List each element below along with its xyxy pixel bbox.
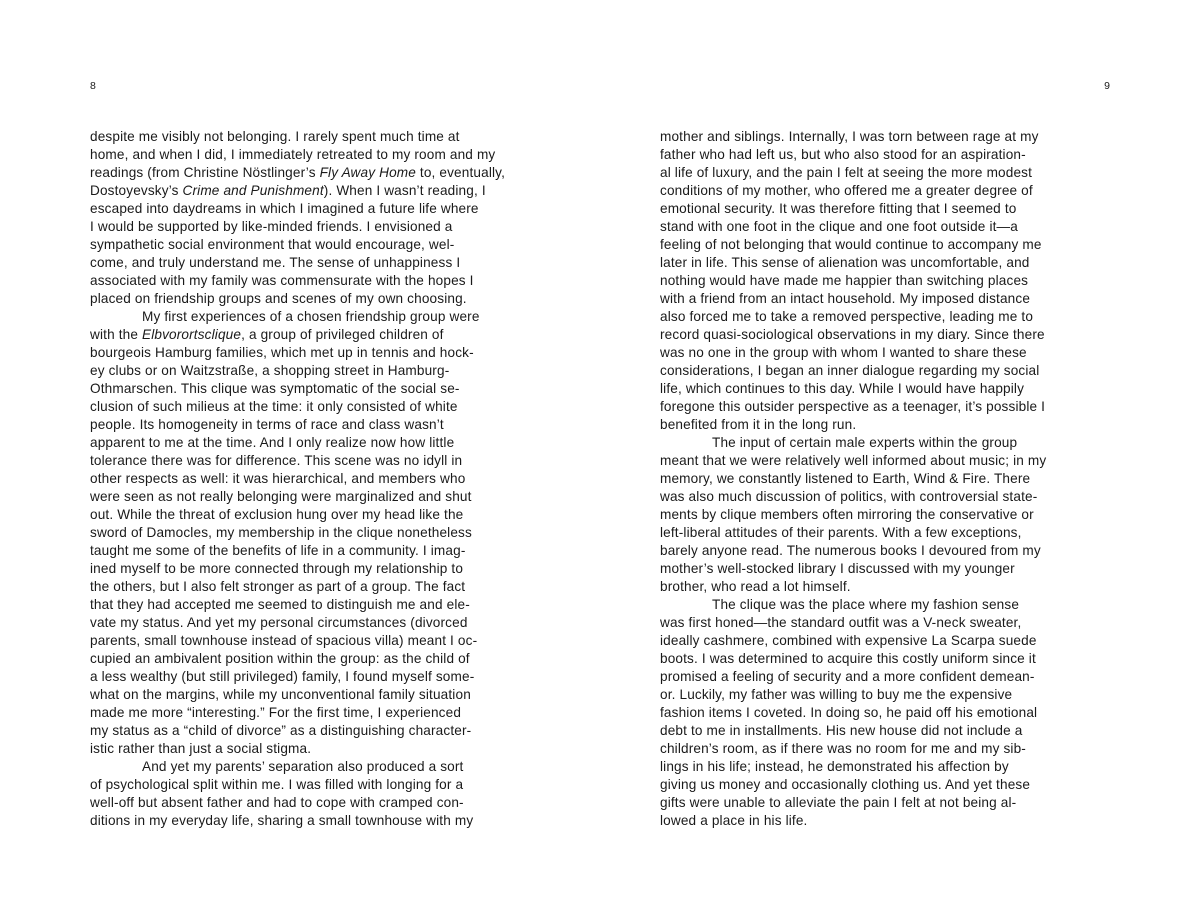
text-segment: I would be supported by like-minded friends. I envisioned a bbox=[90, 219, 453, 234]
text-segment: well-off but absent father and had to cope with cramped con- bbox=[90, 795, 464, 810]
text-line bbox=[660, 470, 1115, 488]
text-segment: associated with my family was commensurate with the hopes I bbox=[90, 273, 474, 288]
text-line bbox=[660, 632, 1115, 650]
text-line bbox=[660, 254, 1115, 272]
text-segment: mother’s well-stocked library I discussed with my younger bbox=[660, 561, 1015, 576]
text-segment: ined myself to be more connected through my relationship to bbox=[90, 561, 464, 576]
text-segment: cupied an ambivalent position within the group: as the child of bbox=[90, 651, 470, 666]
text-segment: of psychological split within me. I was filled with longing for a bbox=[90, 777, 464, 792]
text-line bbox=[90, 488, 545, 506]
text-line bbox=[90, 362, 545, 380]
text-segment: come, and truly understand me. The sense of unhappiness I bbox=[90, 255, 461, 270]
text-segment: escaped into daydreams in which I imagined a future life where bbox=[90, 201, 479, 216]
text-segment: vate my status. And yet my personal circumstances (divorced bbox=[90, 615, 468, 630]
text-segment: later in life. This sense of alienation was uncomfortable, and bbox=[660, 255, 1030, 270]
text-line bbox=[660, 164, 1115, 182]
text-segment: ey clubs or on Waitzstraße, a shopping street in Hamburg- bbox=[90, 363, 450, 378]
text-segment: stand with one foot in the clique and one foot outside it—a bbox=[660, 219, 1018, 234]
text-line bbox=[660, 182, 1115, 200]
text-segment: ). When I wasn’t reading, I bbox=[323, 183, 486, 198]
text-line bbox=[90, 668, 545, 686]
text-segment: promised a feeling of security and a more confident demean- bbox=[660, 669, 1035, 684]
text-line bbox=[90, 434, 545, 452]
text-segment: fashion items I coveted. In doing so, he paid off his emotional bbox=[660, 705, 1038, 720]
text-segment: And yet my parents’ separation also produced a sort bbox=[142, 759, 464, 774]
text-segment: what on the margins, while my unconventional family situation bbox=[90, 687, 471, 702]
text-line bbox=[660, 344, 1115, 362]
text-segment: lings in his life; instead, he demonstrated his affection by bbox=[660, 759, 1009, 774]
text-segment: My first experiences of a chosen friendship group were bbox=[142, 309, 480, 324]
text-segment: a less wealthy (but still privileged) family, I found myself some- bbox=[90, 669, 475, 684]
text-segment: istic rather than just a social stigma. bbox=[90, 741, 312, 756]
text-line bbox=[90, 596, 545, 614]
text-line bbox=[90, 236, 545, 254]
text-segment: left-liberal attitudes of their parents. With a few exceptions, bbox=[660, 525, 1022, 540]
text-segment: clusion of such milieus at the time: it only consisted of white bbox=[90, 399, 458, 414]
text-segment: debt to me in installments. His new house did not include a bbox=[660, 723, 1023, 738]
text-line bbox=[90, 524, 545, 542]
text-line bbox=[660, 146, 1115, 164]
text-line bbox=[660, 668, 1115, 686]
text-line bbox=[90, 614, 545, 632]
text-segment: with a friend from an intact household. My imposed distance bbox=[660, 291, 1031, 306]
text-segment: also forced me to take a removed perspective, leading me to bbox=[660, 309, 1034, 324]
text-segment: tolerance there was for difference. This scene was no idyll in bbox=[90, 453, 463, 468]
text-segment: the others, but I also felt stronger as part of a group. The fact bbox=[90, 579, 466, 594]
text-segment: barely anyone read. The numerous books I devoured from my bbox=[660, 543, 1041, 558]
text-line bbox=[90, 578, 545, 596]
text-segment: gifts were unable to alleviate the pain I felt at not being al- bbox=[660, 795, 1017, 810]
text-line bbox=[90, 290, 545, 308]
text-segment: Dostoyevsky’s bbox=[90, 183, 183, 198]
page-number-left: 8 bbox=[90, 80, 96, 92]
text-segment: memory, we constantly listened to Earth, Wind & Fire. There bbox=[660, 471, 1031, 486]
text-line bbox=[90, 452, 545, 470]
text-segment: sympathetic social environment that would encourage, wel- bbox=[90, 237, 455, 252]
text-line bbox=[660, 578, 1115, 596]
text-line bbox=[660, 722, 1115, 740]
text-segment: parents, small townhouse instead of spacious villa) meant I oc- bbox=[90, 633, 478, 648]
text-segment: The input of certain male experts within the group bbox=[712, 435, 1018, 450]
left-page-body-text bbox=[90, 128, 545, 830]
text-line bbox=[660, 740, 1115, 758]
text-segment: was no one in the group with whom I wanted to share these bbox=[660, 345, 1027, 360]
text-segment: feeling of not belonging that would continue to accompany me bbox=[660, 237, 1042, 252]
text-line bbox=[660, 614, 1115, 632]
text-line bbox=[660, 704, 1115, 722]
text-line bbox=[90, 272, 545, 290]
text-line bbox=[90, 218, 545, 236]
text-line bbox=[90, 470, 545, 488]
text-line bbox=[660, 542, 1115, 560]
right-page bbox=[600, 0, 1200, 920]
text-line bbox=[660, 686, 1115, 704]
text-line bbox=[660, 416, 1115, 434]
text-line bbox=[660, 524, 1115, 542]
text-line bbox=[90, 776, 545, 794]
text-line bbox=[90, 200, 545, 218]
text-segment: benefited from it in the long run. bbox=[660, 417, 857, 432]
text-line bbox=[90, 182, 545, 200]
text-segment: lowed a place in his life. bbox=[660, 813, 808, 828]
text-line bbox=[660, 380, 1115, 398]
text-segment: giving us money and occasionally clothing us. And yet these bbox=[660, 777, 1031, 792]
text-segment: ditions in my everyday life, sharing a small townhouse with my bbox=[90, 813, 474, 828]
text-segment: to, eventually, bbox=[415, 165, 506, 180]
text-line bbox=[90, 560, 545, 578]
text-line bbox=[90, 632, 545, 650]
text-segment: considerations, I began an inner dialogue regarding my social bbox=[660, 363, 1040, 378]
text-line bbox=[90, 128, 545, 146]
text-line bbox=[660, 596, 1115, 614]
text-segment: despite me visibly not belonging. I rarely spent much time at bbox=[90, 129, 460, 144]
text-line bbox=[660, 128, 1115, 146]
text-segment: or. Luckily, my father was willing to buy me the expensive bbox=[660, 687, 1013, 702]
italic-title: Fly Away Home bbox=[319, 165, 416, 180]
text-segment: life, which continues to this day. While I would have happily bbox=[660, 381, 1025, 396]
text-segment: sword of Damocles, my membership in the clique nonetheless bbox=[90, 525, 472, 540]
text-segment: Othmarschen. This clique was symptomatic of the social se- bbox=[90, 381, 460, 396]
text-segment: readings (from Christine Nöstlinger’s bbox=[90, 165, 320, 180]
text-segment: other respects as well: it was hierarchical, and members who bbox=[90, 471, 466, 486]
text-line bbox=[660, 200, 1115, 218]
text-line bbox=[660, 434, 1115, 452]
text-line bbox=[660, 290, 1115, 308]
text-segment: al life of luxury, and the pain I felt at seeing the more modest bbox=[660, 165, 1033, 180]
text-segment: that they had accepted me seemed to distinguish me and ele- bbox=[90, 597, 470, 612]
text-segment: ments by clique members often mirroring the conservative or bbox=[660, 507, 1034, 522]
text-segment: made me more “interesting.” For the first time, I experienced bbox=[90, 705, 462, 720]
text-line bbox=[90, 164, 545, 182]
text-segment: father who had left us, but who also stood for an aspiration- bbox=[660, 147, 1026, 162]
text-segment: with the bbox=[90, 327, 142, 342]
text-line bbox=[660, 776, 1115, 794]
text-segment: was first honed—the standard outfit was a V-neck sweater, bbox=[660, 615, 1022, 630]
text-segment: mother and siblings. Internally, I was torn between rage at my bbox=[660, 129, 1039, 144]
text-line bbox=[660, 758, 1115, 776]
text-line bbox=[90, 344, 545, 362]
text-segment: people. Its homogeneity in terms of race and class wasn’t bbox=[90, 417, 444, 432]
text-line bbox=[90, 812, 545, 830]
text-line bbox=[660, 218, 1115, 236]
text-segment: , a group of privileged children of bbox=[241, 327, 444, 342]
text-segment: placed on friendship groups and scenes of my own choosing. bbox=[90, 291, 467, 306]
text-line bbox=[90, 542, 545, 560]
text-segment: ideally cashmere, combined with expensive La Scarpa suede bbox=[660, 633, 1037, 648]
text-line bbox=[90, 254, 545, 272]
text-segment: emotional security. It was therefore fitting that I seemed to bbox=[660, 201, 1017, 216]
text-segment: boots. I was determined to acquire this costly uniform since it bbox=[660, 651, 1036, 666]
text-line bbox=[660, 398, 1115, 416]
text-segment: out. While the threat of exclusion hung over my head like the bbox=[90, 507, 464, 522]
text-line bbox=[90, 758, 545, 776]
text-line bbox=[90, 326, 545, 344]
text-line bbox=[660, 488, 1115, 506]
text-line bbox=[660, 326, 1115, 344]
text-line bbox=[90, 686, 545, 704]
text-segment: was also much discussion of politics, with controversial state- bbox=[660, 489, 1038, 504]
text-segment: foregone this outsider perspective as a teenager, it’s possible I bbox=[660, 399, 1046, 414]
text-segment: taught me some of the benefits of life in a community. I imag- bbox=[90, 543, 466, 558]
text-line bbox=[660, 506, 1115, 524]
text-line bbox=[90, 308, 545, 326]
text-segment: meant that we were relatively well informed about music; in my bbox=[660, 453, 1047, 468]
text-line bbox=[660, 452, 1115, 470]
text-line bbox=[90, 398, 545, 416]
text-segment: brother, who read a lot himself. bbox=[660, 579, 851, 594]
text-segment: nothing would have made me happier than switching places bbox=[660, 273, 1029, 288]
text-line bbox=[660, 560, 1115, 578]
italic-title: Elbvorortsclique bbox=[141, 327, 242, 342]
text-segment: The clique was the place where my fashion sense bbox=[712, 597, 1020, 612]
text-line bbox=[660, 362, 1115, 380]
text-segment: record quasi-sociological observations in my diary. Since there bbox=[660, 327, 1045, 342]
text-line bbox=[660, 812, 1115, 830]
text-segment: apparent to me at the time. And I only realize now how little bbox=[90, 435, 455, 450]
text-segment: bourgeois Hamburg families, which met up in tennis and hock- bbox=[90, 345, 474, 360]
text-line bbox=[660, 650, 1115, 668]
text-line bbox=[90, 650, 545, 668]
text-line bbox=[660, 794, 1115, 812]
text-line bbox=[90, 380, 545, 398]
text-line bbox=[90, 794, 545, 812]
text-line bbox=[90, 506, 545, 524]
text-line bbox=[90, 740, 545, 758]
text-line bbox=[90, 146, 545, 164]
text-line bbox=[660, 308, 1115, 326]
text-segment: my status as a “child of divorce” as a distinguishing character- bbox=[90, 723, 472, 738]
text-line bbox=[90, 704, 545, 722]
italic-title: Crime and Punishment bbox=[182, 183, 324, 198]
text-line bbox=[90, 722, 545, 740]
text-segment: children’s room, as if there was no room for me and my sib- bbox=[660, 741, 1026, 756]
text-line bbox=[90, 416, 545, 434]
text-segment: home, and when I did, I immediately retreated to my room and my bbox=[90, 147, 496, 162]
text-segment: conditions of my mother, who offered me a greater degree of bbox=[660, 183, 1033, 198]
text-line bbox=[660, 236, 1115, 254]
page-number-right: 9 bbox=[1104, 80, 1110, 92]
right-page-body-text bbox=[660, 128, 1115, 830]
text-line bbox=[660, 272, 1115, 290]
text-segment: were seen as not really belonging were marginalized and shut bbox=[90, 489, 472, 504]
